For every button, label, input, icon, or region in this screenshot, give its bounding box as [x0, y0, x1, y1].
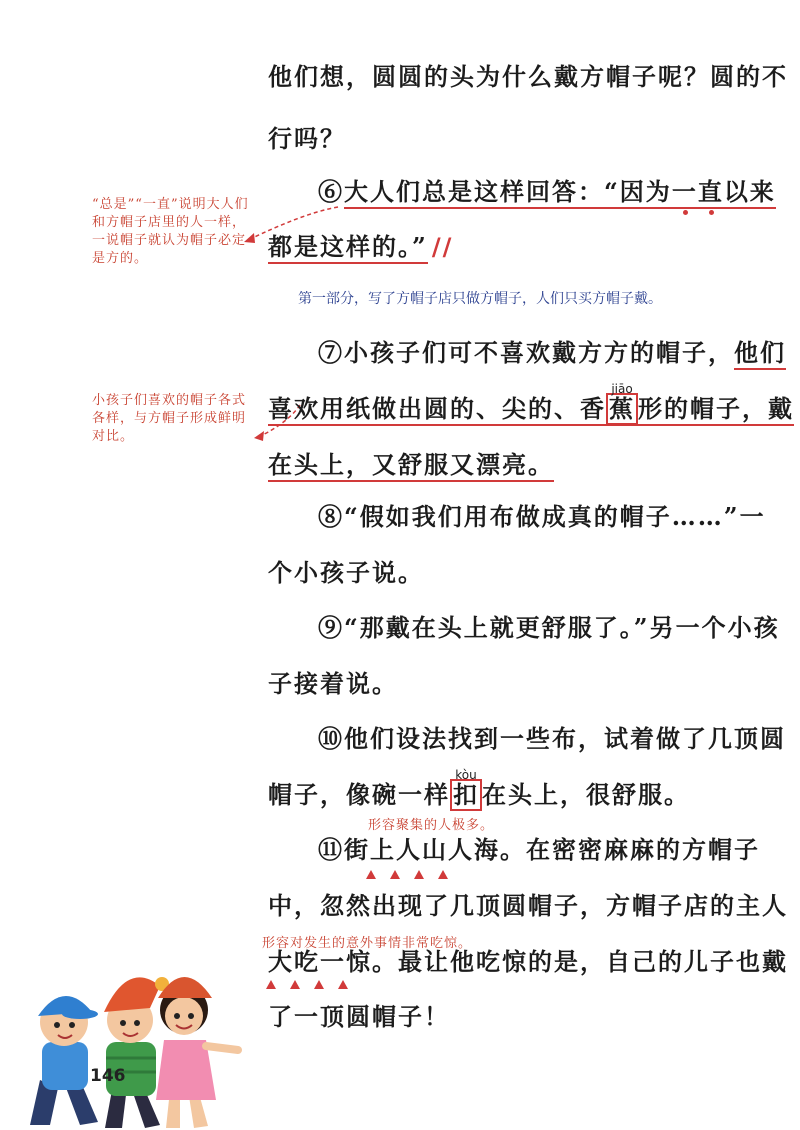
underlined-text: 喜欢用纸做出圆的、尖的、香: [268, 394, 606, 423]
paragraph-6-line-1: [318, 175, 776, 209]
paragraph-10-line-1: ⑩他们设法找到一些布，试着做了几顶圆: [318, 724, 786, 753]
paragraph-7-line-3: [268, 448, 554, 482]
boxed-char: [450, 768, 482, 811]
boxed-char-text: 扣: [453, 780, 479, 809]
emphasis-triangle: [290, 980, 300, 989]
side-note-1: “总是”“一直”说明大人们和方帽子店里的人一样，一说帽子就认为帽子必定是方的。: [92, 197, 249, 266]
underlined-text: 都是这样的。”: [268, 232, 428, 264]
paragraph-11-line-1: ⑪街上人山人海。在密密麻麻的方帽子: [318, 835, 760, 864]
plain-text: 在头上，很舒服。: [482, 780, 690, 809]
pinyin: jiāo: [611, 382, 633, 396]
paragraph-7-line-2: [268, 382, 794, 426]
side-note-2: 小孩子们喜欢的帽子各式各样，与方帽子形成鲜明对比。: [92, 393, 247, 444]
paragraph-9-line-2: 子接着说。: [268, 669, 398, 698]
boxed-char: [606, 382, 638, 425]
emphasis-marks-2: [266, 980, 348, 989]
text-line-2: 行吗？: [268, 124, 346, 153]
emphasis-triangle: [266, 980, 276, 989]
text-line-1: 他们想，圆圆的头为什么戴方帽子呢？圆的不: [268, 62, 788, 91]
paragraph-number: ⑦: [318, 338, 344, 367]
emphasis-triangle: [438, 870, 448, 879]
section-break-mark: //: [431, 233, 454, 261]
plain-text: 小孩子们可不喜欢戴方方的帽子，: [344, 338, 734, 367]
emphasis-triangle: [314, 980, 324, 989]
paragraph-8-line-2: 个小孩子说。: [268, 558, 424, 587]
emphasis-triangle: [390, 870, 400, 879]
paragraph-number: ⑥: [318, 177, 344, 206]
underlined-text: 在头上，又舒服又漂亮。: [268, 450, 554, 482]
emphasis-triangle: [338, 980, 348, 989]
underlined-text: 形的帽子，戴: [638, 394, 794, 423]
definition-note-1: 形容聚集的人极多。: [368, 818, 495, 833]
boy-blue-cap: [30, 996, 98, 1125]
underlined-text: 以来: [723, 177, 776, 206]
paragraph-11-line-3: 大吃一惊。最让他吃惊的是，自己的儿子也戴: [268, 947, 788, 976]
underlined-text: 大人们总是这样回答：“因为: [344, 177, 672, 206]
dotted-char: 一: [671, 177, 698, 206]
definition-note-2: 形容对发生的意外事情非常吃惊。: [262, 936, 473, 951]
paragraph-11-line-2: 中，忽然出现了几顶圆帽子，方帽子店的主人: [268, 891, 788, 920]
boy-green-sweater: [104, 977, 169, 1128]
boxed-char-text: 蕉: [609, 394, 635, 423]
dotted-char: 直: [697, 177, 724, 206]
emphasis-triangle: [366, 870, 376, 879]
paragraph-10-line-2: [268, 768, 690, 812]
section-summary: 第一部分，写了方帽子店只做方帽子，人们只买方帽子戴。: [298, 291, 662, 307]
paragraph-7-line-1: [318, 336, 786, 370]
children-illustration: [20, 950, 250, 1130]
paragraph-8-line-1: ⑧“假如我们用布做成真的帽子……”一: [318, 502, 766, 531]
paragraph-6-line-2: [268, 230, 453, 264]
girl-pink-dress: [156, 977, 238, 1128]
underlined-text: 他们: [734, 338, 786, 370]
paragraph-11-line-4: 了一顶圆帽子！: [268, 1002, 450, 1031]
page-number: 146: [90, 1066, 126, 1086]
emphasis-marks-1: [366, 870, 448, 879]
plain-text: 帽子，像碗一样: [268, 780, 450, 809]
pinyin: kòu: [455, 768, 477, 782]
emphasis-triangle: [414, 870, 424, 879]
paragraph-9-line-1: ⑨“那戴在头上就更舒服了。”另一个小孩: [318, 613, 780, 642]
